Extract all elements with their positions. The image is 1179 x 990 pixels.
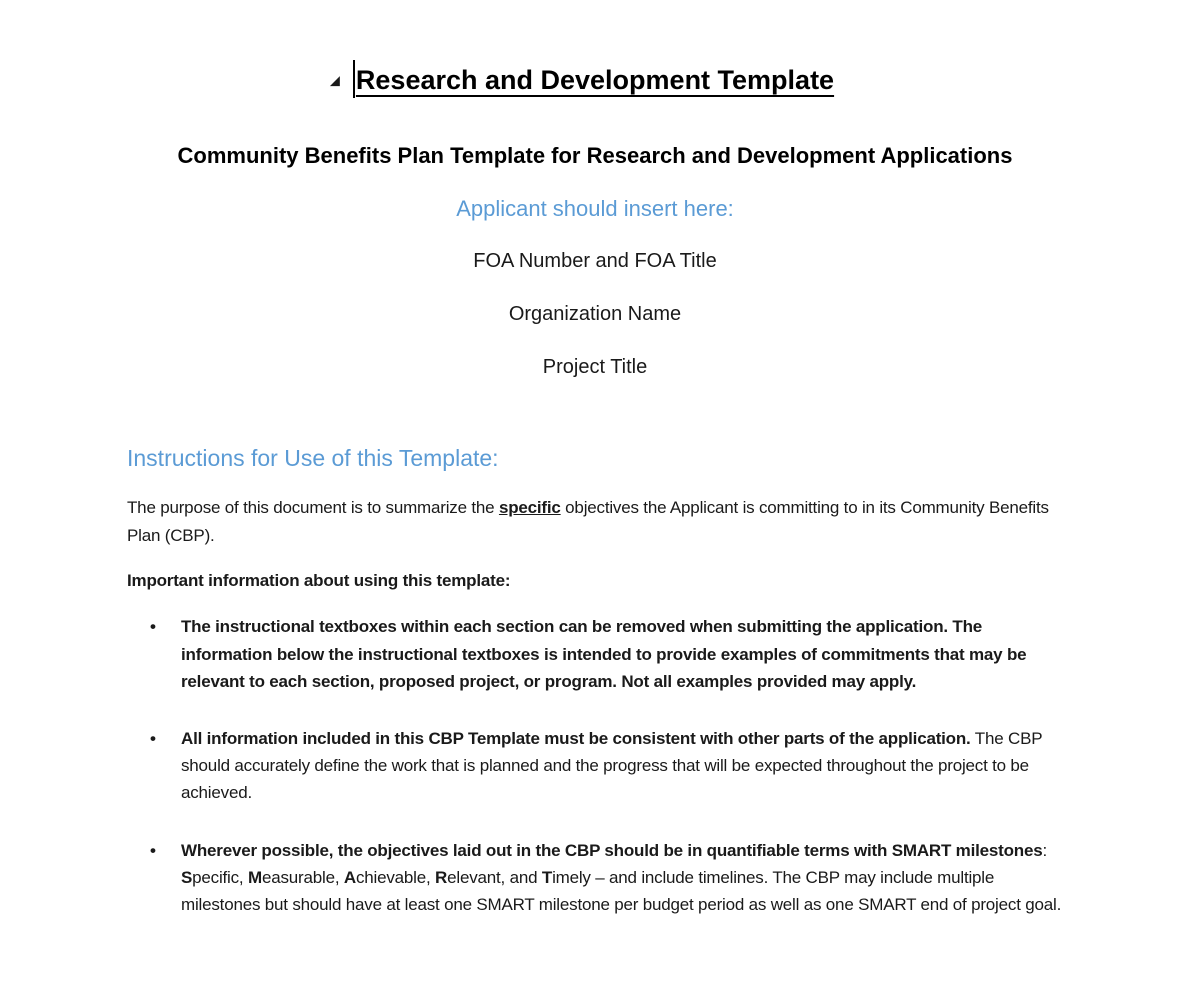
bullet-icon: • [150, 840, 156, 860]
bullet-icon: • [150, 617, 156, 637]
bullet-text: The instructional textboxes within each section can be removed when submitting the application. The information below the instructional textboxes is intended to provide examples of commitments that may be relevant to each section, proposed project, or program. Not all examples provided may apply. [181, 617, 1027, 691]
insert-line-foa[interactable]: FOA Number and FOA Title [473, 249, 717, 272]
insert-line-organization[interactable]: Organization Name [508, 302, 682, 325]
applicant-insert-prompt[interactable]: Applicant should insert here: [456, 195, 734, 221]
bullet-item-instructional-textboxes[interactable] [127, 613, 1063, 695]
insert-line-project[interactable]: Project Title [542, 355, 648, 378]
purpose-paragraph[interactable]: The purpose of this document is to summarize the specific objectives the Applicant is committing to in its Community Benefits Plan (CBP). [127, 497, 1049, 546]
bullet-item-consistency[interactable] [127, 725, 1063, 807]
bullet-item-smart-milestones[interactable] [127, 837, 1063, 919]
text-cursor-caret [353, 60, 355, 98]
heading-collapse-icon[interactable]: ◢ [329, 73, 340, 89]
instructions-heading[interactable]: Instructions for Use of this Template: [127, 444, 499, 471]
important-info-heading[interactable]: Important information about using this template: [127, 570, 511, 590]
bullet-icon: • [150, 728, 156, 748]
document-title-row [127, 64, 1063, 96]
document-title[interactable] [329, 64, 835, 96]
document-title-text: Research and Development Template [355, 65, 835, 95]
document-content [127, 0, 1063, 918]
important-bullet-list [127, 613, 1063, 918]
bullet-text: Wherever possible, the objectives laid out in the CBP should be in quantifiable terms with SMART milestones: Specific, Measurable, Achievable, Relevant, and Timely – and include timelines. The CBP may include multiple milestones but should have at least one SMART milestone per budget period as well as one SMART end of project goal. [181, 840, 1062, 914]
bullet-text: All information included in this CBP Template must be consistent with other parts of the application. The CBP should accurately define the work that is planned and the progress that will be expected throughout the project to be achieved. [181, 728, 1043, 803]
document-subtitle[interactable]: Community Benefits Plan Template for Research and Development Applications [177, 143, 1013, 169]
